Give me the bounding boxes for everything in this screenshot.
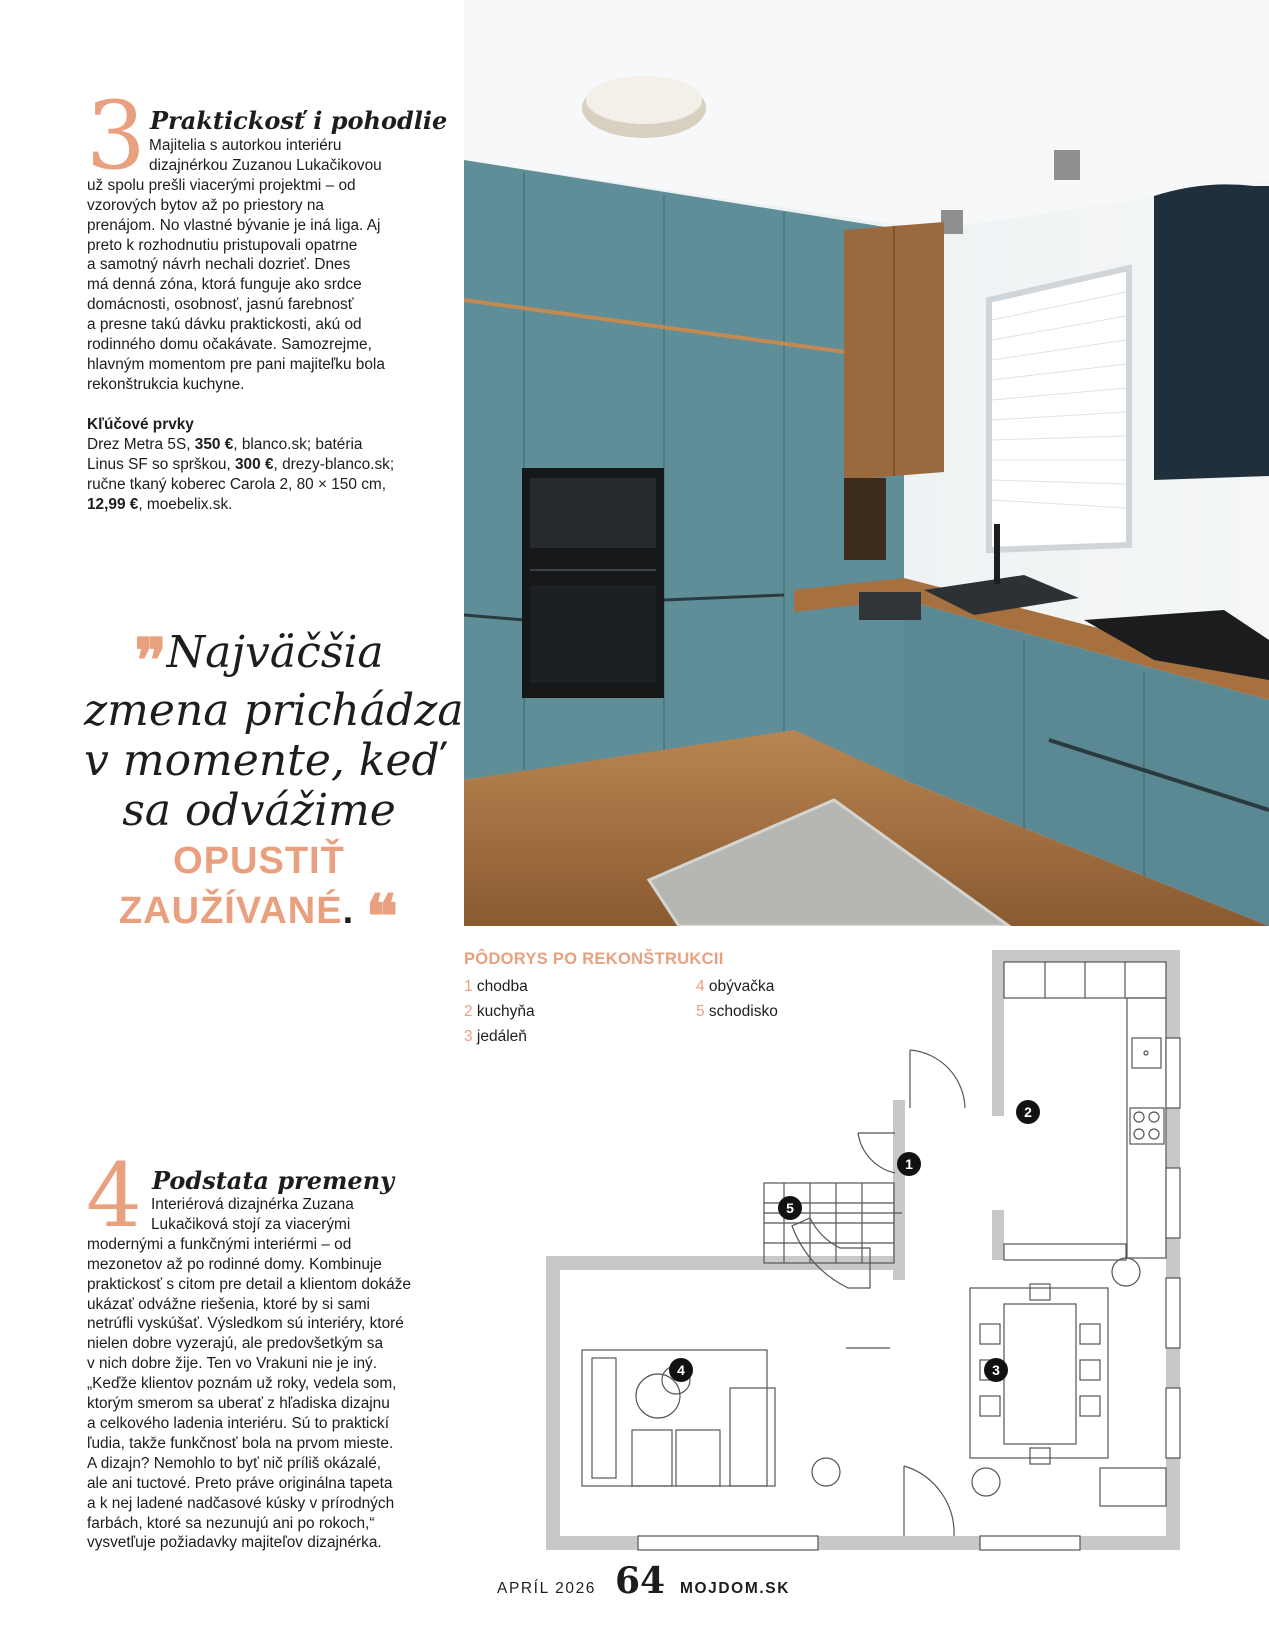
key-item-price: 12,99 € (87, 495, 139, 513)
quote-line: sa odvážime (122, 785, 396, 836)
wall (992, 950, 1180, 962)
faucet (994, 524, 1000, 584)
body-line: mezonetov až po rodinné domy. Kombinuje (87, 1255, 382, 1273)
body-line: farbách, ktoré sa nezunujú ani po rokoch,“ (87, 1514, 375, 1532)
armchair (730, 1388, 775, 1486)
door-swing (904, 1466, 954, 1536)
key-items-line: ručne tkaný koberec Carola 2, 80 × 150 cm, (87, 475, 386, 493)
body-line: Lukačiková stojí za viacerými (151, 1215, 351, 1233)
door-swing (858, 1133, 895, 1173)
legend-number: 1 (464, 978, 473, 995)
footer-site: MOJDOM.SK (680, 1580, 790, 1597)
body-line: Interiérová dizajnérka Zuzana (151, 1196, 354, 1213)
open-quote-mark: ❞ (134, 626, 167, 696)
key-items-line (87, 495, 457, 515)
body-line: domácnosti, osobnosť, jasnú farebnosť (87, 296, 354, 314)
kitchen-photo (464, 0, 1269, 926)
quote-line: v momente, keď (84, 735, 440, 786)
body-line: ukázať odvážne riešenia, ktoré by si sami (87, 1295, 370, 1313)
key-item-text: , blanco.sk; batéria (233, 435, 363, 453)
sink-symbol (1132, 1038, 1161, 1068)
legend-number: 3 (464, 1028, 473, 1045)
floorplan-title: PÔDORYS PO REKONŠTRUKCII (464, 950, 724, 968)
body-line: nielen dobre vyzerajú, ale predovšetkým sa (87, 1335, 383, 1353)
body-line: a samotný návrh nechali dozrieť. Dnes (87, 256, 351, 274)
legend-label: schodisko (704, 1003, 778, 1020)
legend-number: 4 (696, 978, 705, 995)
legend-label: chodba (472, 978, 528, 995)
body-line: modernými a funkčnými interiérmi – od (87, 1235, 352, 1253)
key-items-line (87, 455, 457, 475)
dishwasher-panel (859, 592, 921, 620)
legend-item-jedalen (464, 1028, 527, 1046)
body-line: v nich dobre žije. Ten vo Vrakuni nie je iný. (87, 1355, 378, 1373)
section-4-body (87, 1195, 459, 1553)
legend-item-chodba (464, 978, 528, 996)
close-quote-mark: ❝ (365, 882, 400, 952)
key-item-text: Drez Metra 5S, (87, 435, 195, 453)
door-swing (910, 1050, 965, 1108)
kitchen-illustration (464, 0, 1269, 926)
legend-number: 2 (464, 1003, 473, 1020)
key-item-text: Linus SF so sprškou, (87, 455, 235, 473)
key-item-price: 300 € (235, 455, 274, 473)
room-marker-3-label: 3 (992, 1362, 1000, 1378)
section-3-body (87, 136, 447, 395)
body-line: ľudia, takže funkčnosť bola na prvom mieste. (87, 1434, 394, 1452)
key-item-price: 350 € (194, 435, 234, 453)
footer-page-number: 64 (615, 1560, 666, 1602)
section-number-3: 3 (86, 82, 146, 191)
key-items-heading: Kľúčové prvky (87, 416, 194, 433)
quote-emphasis: OPUSTIŤ (173, 840, 345, 882)
room-marker-4-label: 4 (677, 1362, 685, 1378)
quote-period: . (342, 890, 355, 932)
quote-line: zmena prichádza (84, 685, 464, 736)
room-marker-1-label: 1 (905, 1156, 913, 1172)
body-line: „Keďže klientov poznám už roky, vedela som, (87, 1375, 397, 1393)
body-line: hlavným momentom pre pani majiteľku bola (87, 355, 385, 373)
body-line: a k nej ladené nadčasové kúsky v prírodných (87, 1494, 395, 1512)
body-line: má denná zóna, ktorá funguje ako srdce (87, 276, 362, 294)
quote-emphasis-text: ZAUŽÍVANÉ (118, 890, 343, 932)
room-markers (669, 1100, 1040, 1382)
pull-quote (84, 626, 464, 952)
range-hood (1154, 184, 1269, 480)
body-line: ktorým smerom sa uberať z hľadiska dizajnu (87, 1395, 390, 1413)
quote-line (84, 626, 434, 696)
key-item-text: , moebelix.sk. (138, 495, 233, 513)
body-line: vzorových bytov až po priestory na (87, 196, 324, 214)
plant (812, 1458, 840, 1486)
key-item-text: , drezy-blanco.sk; (273, 455, 395, 473)
kitchen-bar (1004, 1244, 1126, 1260)
legend-label: obývačka (704, 978, 775, 995)
body-line: rodinného domu očakávate. Samozrejme, (87, 336, 372, 354)
body-line: a presne takú dávku praktickosti, akú od (87, 316, 362, 334)
quote-text: Najväčšia (166, 627, 384, 678)
body-line: vysvetľuje požiadavky majiteľov dizajnérka. (87, 1534, 382, 1552)
coffee-table (636, 1374, 680, 1418)
key-items-box (87, 415, 457, 515)
spot-light (941, 210, 963, 234)
plant (972, 1468, 1000, 1496)
body-line: Majitelia s autorkou interiéru (149, 137, 342, 154)
body-line: ale ani tuctové. Preto práve originálna tapeta (87, 1474, 393, 1492)
body-line: rekonštrukcia kuchyne. (87, 375, 245, 393)
dining-table (1004, 1304, 1076, 1444)
room-marker-5-label: 5 (786, 1200, 794, 1216)
body-line: preto k rozhodnutiu pristupovali opatrne (87, 236, 358, 254)
counter-right (1127, 998, 1166, 1258)
footer-issue: APRÍL 2026 (497, 1580, 597, 1597)
quote-emphasis (84, 882, 434, 952)
legend-label: kuchyňa (472, 1003, 535, 1020)
floor-plan (540, 948, 1190, 1554)
body-line: a celkového ladenia interiéru. Sú to praktickí (87, 1414, 389, 1432)
room-marker-2-label: 2 (1024, 1104, 1032, 1120)
legend-number: 5 (696, 1003, 705, 1020)
legend-item-kuchyna (464, 1003, 535, 1021)
plant (1112, 1258, 1140, 1286)
window (989, 268, 1129, 550)
body-line: praktickosť s citom pre detail a klientom dokáže (87, 1275, 411, 1293)
spot-light (1054, 150, 1080, 180)
body-line: prenájom. No vlastné bývanie je iná liga. Aj (87, 216, 381, 234)
body-line: už spolu prešli viacerými projektmi – od (87, 176, 356, 194)
legend-label: jedáleň (472, 1028, 527, 1045)
section-number-4: 4 (86, 1144, 142, 1247)
key-items-line (87, 435, 457, 455)
section-title-4: Podstata premeny (152, 1166, 395, 1195)
body-line: A dizajn? Nemohlo to byť nič príliš okázalé, (87, 1454, 382, 1472)
section-title-3: Praktickosť i pohodlie (150, 106, 448, 135)
body-line: netrúfli vyskúšať. Výsledkom sú interiéry, ktoré (87, 1315, 404, 1333)
corner-cabinet (792, 1218, 870, 1288)
body-line: dizajnérkou Zuzanou Lukačikovou (149, 156, 382, 174)
floor-plan-drawing (540, 948, 1190, 1554)
